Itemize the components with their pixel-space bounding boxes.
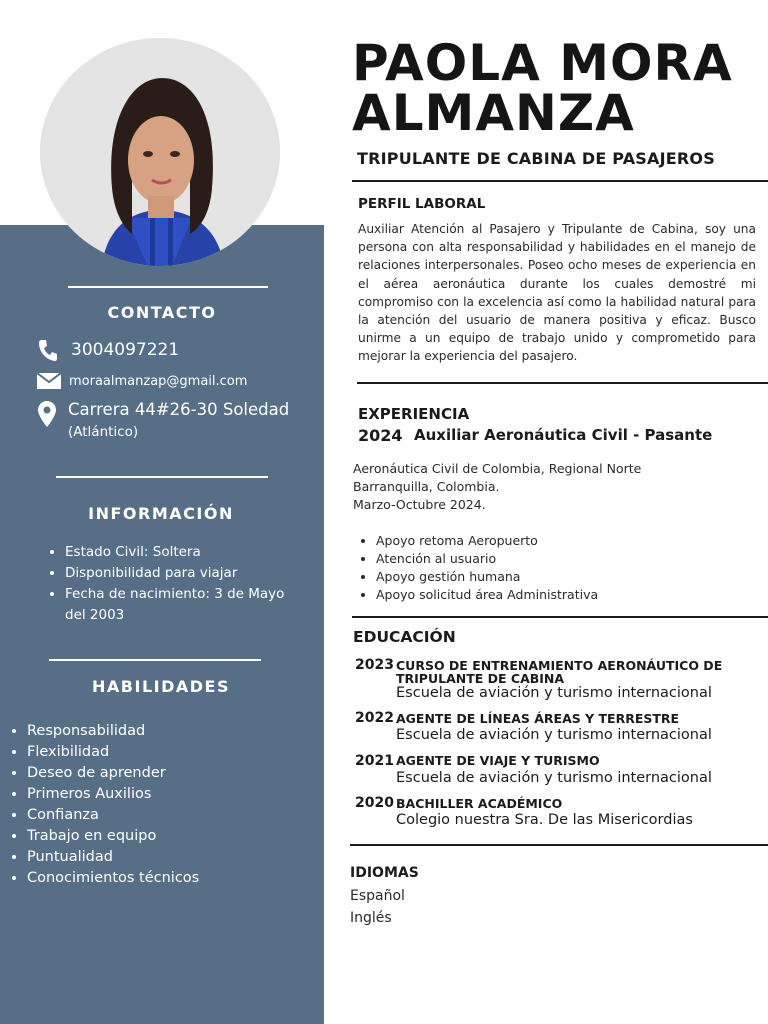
profile-heading: PERFIL LABORAL xyxy=(358,196,486,212)
list-item: • Disponibilidad para viajar xyxy=(65,563,325,584)
location-pin-icon xyxy=(37,400,57,428)
contact-email-row xyxy=(36,372,247,390)
list-item xyxy=(65,584,325,626)
list-item: • Trabajo en equipo xyxy=(27,826,317,847)
experience-year: 2024 xyxy=(358,426,403,445)
contact-heading: CONTACTO xyxy=(107,303,217,322)
education-title: AGENTE DE VIAJE Y TURISMO xyxy=(396,753,600,768)
list-item: • Apoyo solicitud área Administrativa xyxy=(376,586,598,604)
education-year: 2021 xyxy=(355,753,394,769)
list-item: • Primeros Auxilios xyxy=(27,784,317,805)
name-line1: PAOLA MORA xyxy=(352,34,733,92)
profile-text: Auxiliar Atención al Pasajero y Tripulante de Cabina, soy una persona con alta responsabilidad y habilidades en el manejo de relaciones interpersonales. Poseo ocho meses de experiencia en el aérea aeronáutica durante los cuales demostré mi compromiso con la excelencia así como la habilidad natural para la atención del usuario de manera positiva y eficaz. Busco unirme a un equipo de trabajo unido y comprometido para mejorar la experiencia del pasajero. xyxy=(358,222,756,364)
list-item: • Apoyo gestión humana xyxy=(376,568,598,586)
language-item: Español xyxy=(350,888,405,904)
section-divider xyxy=(350,844,768,846)
education-school: Escuela de aviación y turismo internacional xyxy=(396,727,712,743)
contact-address-line2: (Atlántico) xyxy=(68,424,139,440)
sidebar-divider xyxy=(68,286,268,288)
experience-position: Auxiliar Aeronáutica Civil - Pasante xyxy=(414,426,713,444)
phone-icon xyxy=(37,338,59,362)
contact-phone[interactable]: 3004097221 xyxy=(71,340,180,360)
skills-heading: HABILIDADES xyxy=(92,677,230,696)
portrait-illustration xyxy=(40,38,280,266)
section-divider xyxy=(352,616,768,618)
info-heading: INFORMACIÓN xyxy=(88,504,234,523)
education-title-line1: CURSO DE ENTRENAMIENTO AERONÁUTICO DE xyxy=(396,658,723,673)
list-item: • Deseo de aprender xyxy=(27,763,317,784)
education-school: Escuela de aviación y turismo internacional xyxy=(396,770,712,786)
education-title-line2: TRIPULANTE DE CABINA xyxy=(396,671,565,686)
contact-email[interactable]: moraalmanzap@gmail.com xyxy=(69,373,248,389)
education-year: 2023 xyxy=(355,657,394,673)
experience-company: Aeronáutica Civil de Colombia, Regional Norte xyxy=(353,461,642,476)
profile-photo xyxy=(40,38,280,266)
experience-period: Marzo-Octubre 2024. xyxy=(353,497,486,512)
section-divider xyxy=(352,180,768,182)
education-school: Escuela de aviación y turismo internacional xyxy=(396,685,712,701)
list-item: • Apoyo retoma Aeropuerto xyxy=(376,532,598,550)
section-divider xyxy=(357,382,768,384)
job-title: TRIPULANTE DE CABINA DE PASAJEROS xyxy=(357,149,715,168)
list-item: • Estado Civil: Soltera xyxy=(65,542,325,563)
sidebar-divider xyxy=(49,659,261,661)
languages-heading: IDIOMAS xyxy=(350,865,419,881)
info-birthdate-line1: Fecha de nacimiento: 3 de Mayo xyxy=(65,586,285,602)
name-line2: ALMANZA xyxy=(352,84,635,142)
info-list xyxy=(47,542,325,626)
education-title: BACHILLER ACADÉMICO xyxy=(396,796,563,811)
education-title xyxy=(396,659,736,685)
education-title: AGENTE DE LÍNEAS ÁREAS Y TERRESTRE xyxy=(396,711,680,726)
education-year: 2022 xyxy=(355,710,394,726)
experience-details xyxy=(353,460,641,514)
list-item: • Confianza xyxy=(27,805,317,826)
education-year: 2020 xyxy=(355,795,394,811)
mail-icon xyxy=(36,372,61,390)
education-heading: EDUCACIÓN xyxy=(353,628,456,646)
list-item: • Flexibilidad xyxy=(27,742,317,763)
education-school: Colegio nuestra Sra. De las Misericordias xyxy=(396,812,693,828)
experience-location: Barranquilla, Colombia. xyxy=(353,479,500,494)
experience-tasks xyxy=(358,532,598,604)
candidate-name xyxy=(352,34,733,142)
list-item: • Responsabilidad xyxy=(27,721,317,742)
list-item: • Conocimientos técnicos xyxy=(27,868,317,889)
list-item: • Puntualidad xyxy=(27,847,317,868)
language-item: Inglés xyxy=(350,910,392,926)
info-birthdate-line2: del 2003 xyxy=(65,607,125,623)
sidebar-divider xyxy=(56,476,268,478)
list-item: • Atención al usuario xyxy=(376,550,598,568)
skills-list xyxy=(9,721,317,889)
experience-heading: EXPERIENCIA xyxy=(358,405,470,423)
contact-address-line1: Carrera 44#26-30 Soledad xyxy=(68,400,290,419)
contact-phone-row xyxy=(37,338,179,362)
contact-address-row xyxy=(37,399,289,443)
